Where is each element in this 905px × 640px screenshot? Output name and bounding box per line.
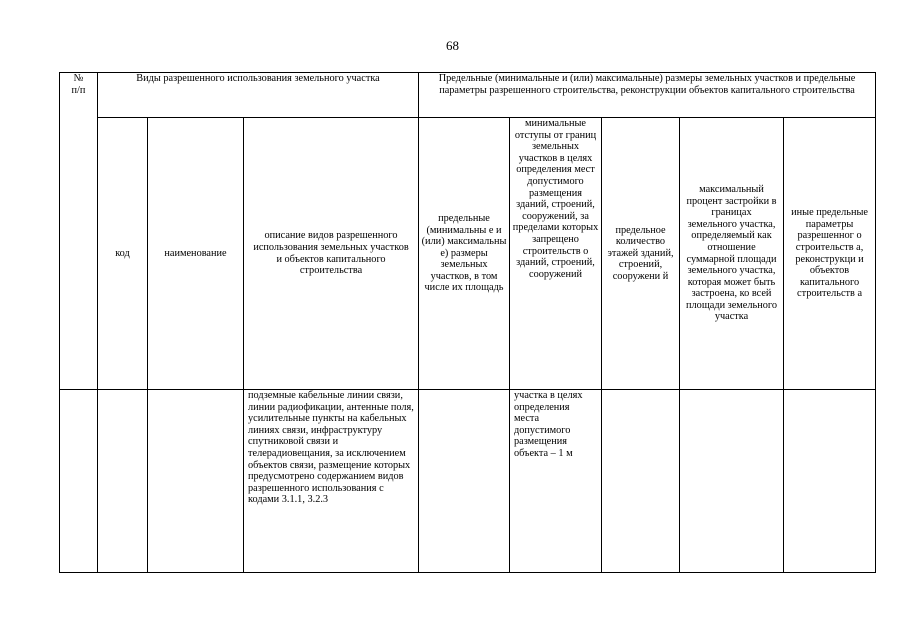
table-row [60,390,876,573]
row-land-size-cell [419,390,510,573]
col-code-header: код [98,118,148,390]
row-setbacks-cell: участка в целях определения места допустимого размещения объекта – 1 м [510,390,602,573]
row-name-cell [148,390,244,573]
col-land-size-header: предельные (минимальны е и (или) максимальны е) размеры земельных участков, в том числе их площадь [419,118,510,390]
row-other-cell [784,390,876,573]
row-number-cell [60,390,98,573]
header-land-use-types: Виды разрешенного использования земельного участка [98,73,419,118]
header-limit-parameters: Предельные (минимальные и (или) максимальные) размеры земельных участков и предельные параметры разрешенного строительства, реконструкции объектов капитального строительства [419,73,876,118]
row-code-cell [98,390,148,573]
row-description-cell: подземные кабельные линии связи, линии радиофикации, антенные поля, усилительные пункты на кабельных линиях связи, инфраструктуру спутниковой связи и телерадиовещания, за исключением объектов связи, размещение которых предусмотрено содержанием видов разрешенного использования с кодами 3.1.1, 3.2.3 [244,390,419,573]
header-row-number-text: № п/п [71,73,86,96]
col-name-header: наименование [148,118,244,390]
row-floors-cell [602,390,680,573]
header-row-number [60,73,98,390]
page-number: 68 [446,38,459,53]
col-description-header: описание видов разрешенного использования земельных участков и объектов капитального строительства [244,118,419,390]
col-setbacks-header: минимальные отступы от границ земельных участков в целях определения мест допустимого размещения зданий, строений, сооружений, за пределами которых запрещено строительств о зданий, строений, сооружений [510,118,602,390]
row-coverage-cell [680,390,784,573]
col-coverage-header: максимальный процент застройки в границах земельного участка, определяемый как отношение суммарной площади земельного участка, которая может быть застроена, ко всей площади земельного участка [680,118,784,390]
col-floors-header: предельное количество этажей зданий, строений, сооружени й [602,118,680,390]
land-use-table [59,72,876,573]
col-other-header: иные предельные параметры разрешенног о строительств а, реконструкци и объектов капитального строительств а [784,118,876,390]
